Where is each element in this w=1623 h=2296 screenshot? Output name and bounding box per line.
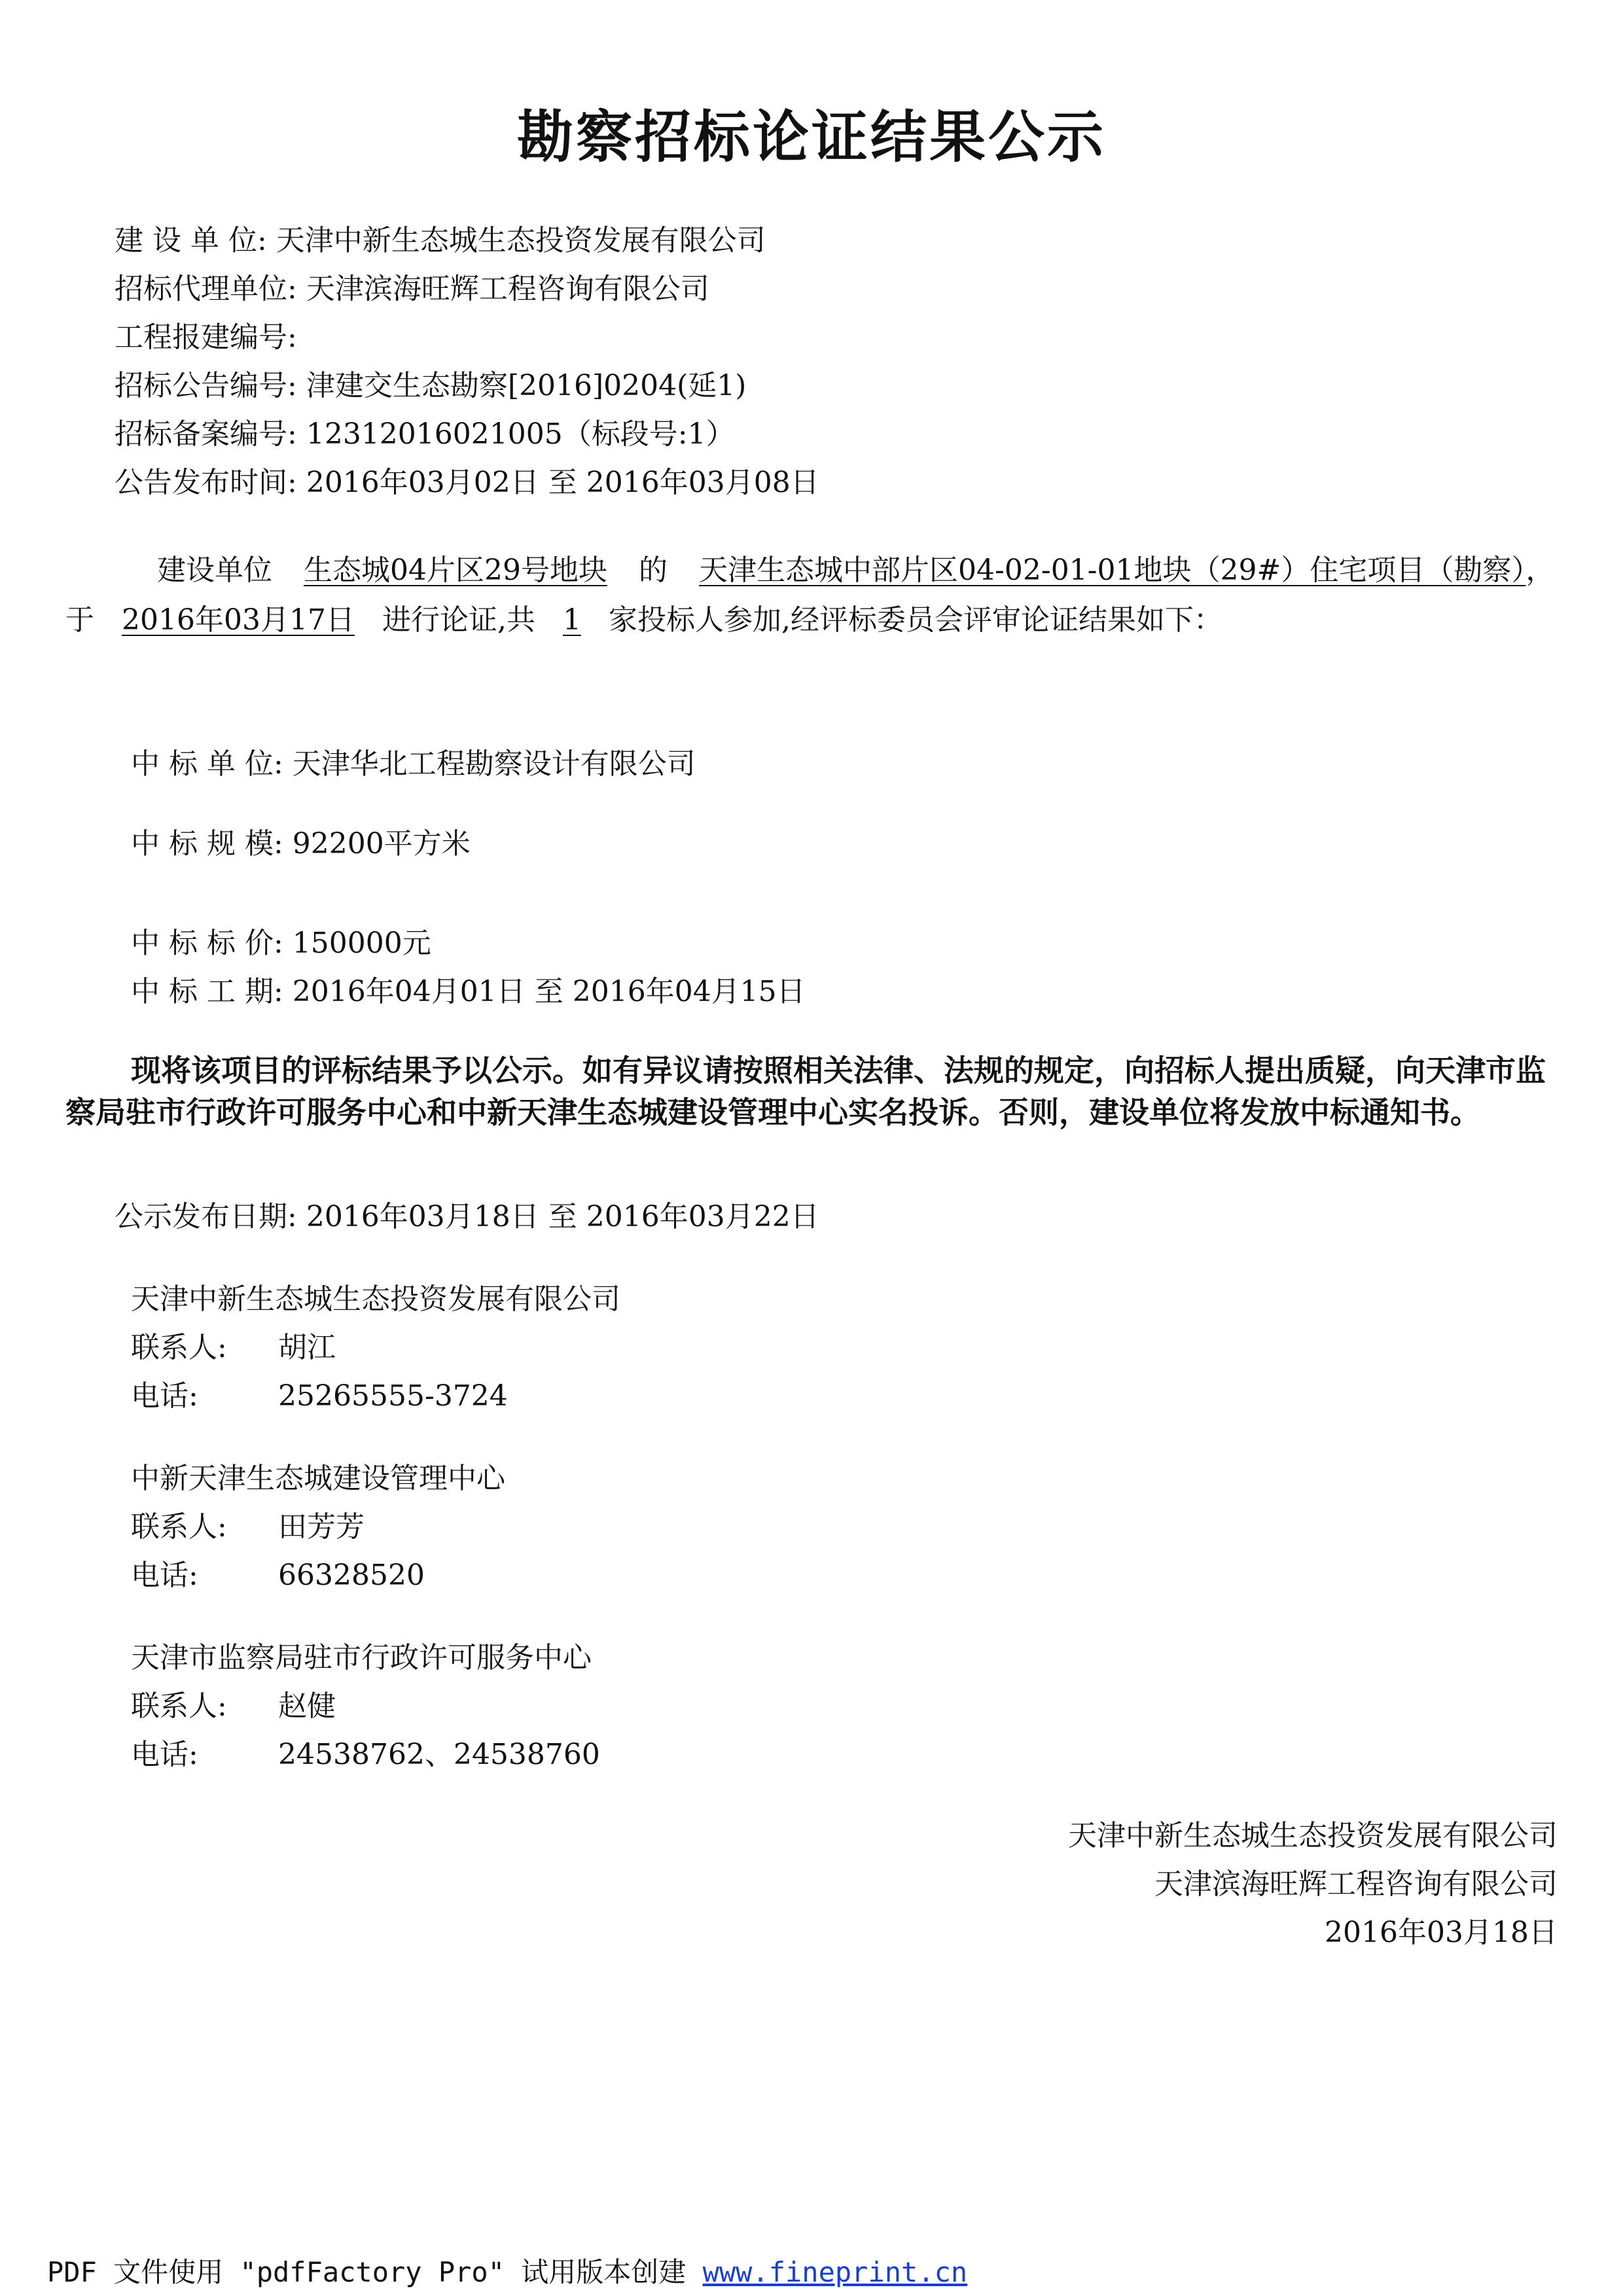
result-value: 150000元 <box>292 927 431 960</box>
intro-of: 的 <box>638 554 668 587</box>
result-price <box>131 924 431 963</box>
result-scale <box>131 824 471 864</box>
contact-person-label: 联系人: <box>131 1689 227 1723</box>
result-label: 中 标 规 模: <box>131 827 283 860</box>
contact-phone-number: 25265555-3724 <box>278 1379 508 1413</box>
field-filing-no <box>115 415 735 454</box>
contact-person-label: 联系人: <box>131 1510 227 1544</box>
contact-phone-number: 24538762、24538760 <box>278 1738 600 1771</box>
field-builder <box>115 221 766 260</box>
contact-phone <box>131 1556 425 1595</box>
page-title: 勘察招标论证结果公示 <box>517 105 1106 170</box>
signature-date: 2016年03月18日 <box>1325 1916 1558 1949</box>
intro-mid: 进行论证,共 <box>382 603 535 637</box>
field-label: 招标公告编号: <box>115 369 297 402</box>
contact-phone-label: 电话: <box>131 1559 198 1592</box>
notice-paragraph: 现将该项目的评标结果予以公示。如有异议请按照相关法律、法规的规定，向招标人提出质疑，向天津市监察局驻市行政许可服务中心和中新天津生态城建设管理中心实名投诉。否则，建设单位将发放中标通知书。 <box>65 1053 1546 1130</box>
result-label: 中 标 标 价: <box>131 927 283 960</box>
contact-org: 中新天津生态城建设管理中心 <box>131 1462 505 1495</box>
intro-prefix: 建设单位 <box>157 554 272 587</box>
intro-date: 2016年03月17日 <box>122 603 355 637</box>
field-value: 天津中新生态城生态投资发展有限公司 <box>276 224 766 257</box>
contact-phone <box>131 1735 600 1775</box>
footer-link[interactable]: www.fineprint.cn <box>702 2256 968 2288</box>
signature-org-2: 天津滨海旺辉工程咨询有限公司 <box>1154 1867 1558 1901</box>
field-value: 津建交生态勘察[2016]0204(延1) <box>306 369 747 402</box>
contact-person-label: 联系人: <box>131 1331 227 1364</box>
result-value: 天津华北工程勘察设计有限公司 <box>292 747 696 781</box>
intro-suffix: 家投标人参加,经评标委员会评审论证结果如下： <box>608 603 1222 637</box>
result-value: 2016年04月01日 至 2016年04月15日 <box>292 975 806 1008</box>
result-label: 中 标 单 位: <box>131 747 283 781</box>
footer <box>47 2251 967 2290</box>
intro-count: 1 <box>562 603 581 637</box>
result-value: 92200平方米 <box>292 827 471 860</box>
field-announcement-time <box>115 463 819 503</box>
result-label: 中 标 工 期: <box>131 975 283 1008</box>
field-label: 公告发布时间: <box>115 466 297 499</box>
publish-label: 公示发布日期: <box>115 1200 297 1233</box>
signature-org-1: 天津中新生态城生态投资发展有限公司 <box>1068 1819 1558 1852</box>
footer-text: PDF 文件使用 "pdfFactory Pro" 试用版本创建 <box>47 2256 687 2288</box>
intro-builder: 生态城04片区29号地块 <box>304 554 607 587</box>
intro-at: ，于 <box>65 554 1555 637</box>
contact-person <box>131 1687 336 1726</box>
contact-org: 天津市监察局驻市行政许可服务中心 <box>131 1641 592 1674</box>
result-period <box>131 972 806 1012</box>
result-winner <box>131 745 696 784</box>
intro-project: 天津生态城中部片区04-02-01-01地块（29#）住宅项目（勘察） <box>698 554 1526 587</box>
contact-phone-number: 66328520 <box>278 1559 425 1592</box>
intro-paragraph <box>65 546 1571 645</box>
contact-person-name: 胡江 <box>278 1331 336 1364</box>
field-agency <box>115 270 709 309</box>
field-label: 招标备案编号: <box>115 417 297 451</box>
publish-value: 2016年03月18日 至 2016年03月22日 <box>306 1200 819 1233</box>
field-value: 2016年03月02日 至 2016年03月08日 <box>306 466 819 499</box>
field-value: 12312016021005（标段号:1） <box>306 417 735 451</box>
contact-phone-label: 电话: <box>131 1738 198 1771</box>
contact-phone <box>131 1377 508 1416</box>
contact-person-name: 田芳芳 <box>278 1510 365 1544</box>
contact-person <box>131 1328 336 1368</box>
contact-phone-label: 电话: <box>131 1379 198 1413</box>
field-label: 工程报建编号: <box>115 321 297 354</box>
contact-person <box>131 1508 365 1547</box>
field-value: 天津滨海旺辉工程咨询有限公司 <box>306 272 709 306</box>
contact-org: 天津中新生态城生态投资发展有限公司 <box>131 1282 620 1316</box>
field-registration-no <box>115 318 297 357</box>
publish-period <box>115 1197 819 1237</box>
contact-person-name: 赵健 <box>278 1689 336 1723</box>
field-label: 建 设 单 位: <box>115 224 267 257</box>
field-announcement-no <box>115 366 746 406</box>
field-label: 招标代理单位: <box>115 272 297 306</box>
